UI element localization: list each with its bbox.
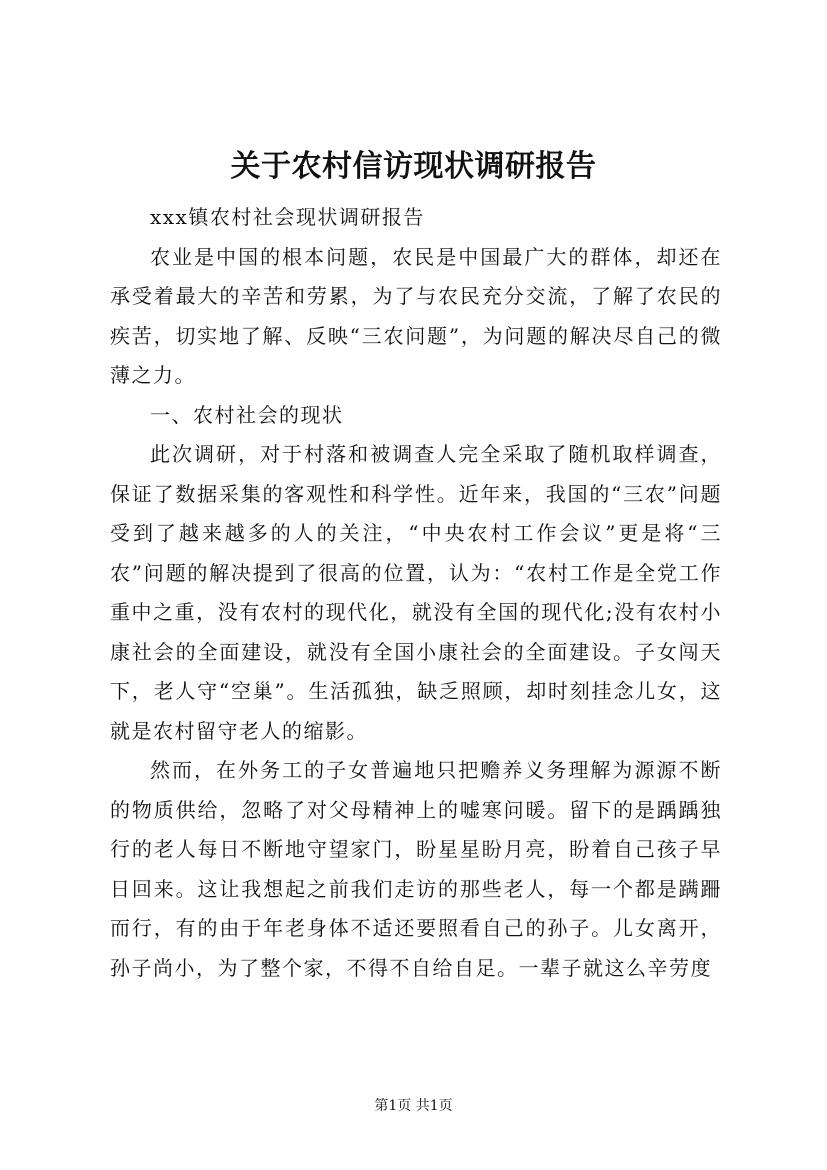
paragraph-survey: 此次调研，对于村落和被调查人完全采取了随机取样调查，保证了数据采集的客观性和科学性。近年来，我国的“三农”问题受到了越来越多的人的关注，“中央农村工作会议”更是将“三农”问题的解决提到了很高的位置，认为：“农村工作是全党工作重中之重，没有农村的现代化，就没有全国的现代化;没有农村小康社会的全面建设，就没有全国小康社会的全面建设。子女闯天下，老人守“空巢”。生活孤独，缺乏照顾，却时刻挂念儿女，这就是农村留守老人的缩影。 <box>110 442 722 743</box>
paragraph-elderly: 然而，在外务工的子女普遍地只把赡养义务理解为源源不断的物质供给，忽略了对父母精神上的嘘寒问暖。留下的是踽踽独行的老人每日不断地守望家门，盼星星盼月亮，盼着自己孩子早日回来。这让我想起之前我们走访的那些老人，每一个都是蹒跚而行，有的由于年老身体不适还要照看自己的孙子。儿女离开，孙子尚小，为了整个家，不得不自给自足。一辈子就这么辛劳度 <box>110 758 722 980</box>
paragraph-subtitle: xxx镇农村社会现状调研报告 <box>150 205 425 229</box>
document-title: 关于农村信访现状调研报告 <box>230 149 597 184</box>
page-footer: 第1页 共1页 <box>374 1098 453 1114</box>
section-heading: 一、农村社会的现状 <box>150 402 344 427</box>
paragraph-intro: 农业是中国的根本问题，农民是中国最广大的群体，却还在承受着最大的辛苦和劳累，为了与农民充分交流，了解了农民的疾苦，切实地了解、反映“三农问题”，为问题的解决尽自己的微薄之力。 <box>110 244 722 387</box>
document-body <box>110 198 722 988</box>
